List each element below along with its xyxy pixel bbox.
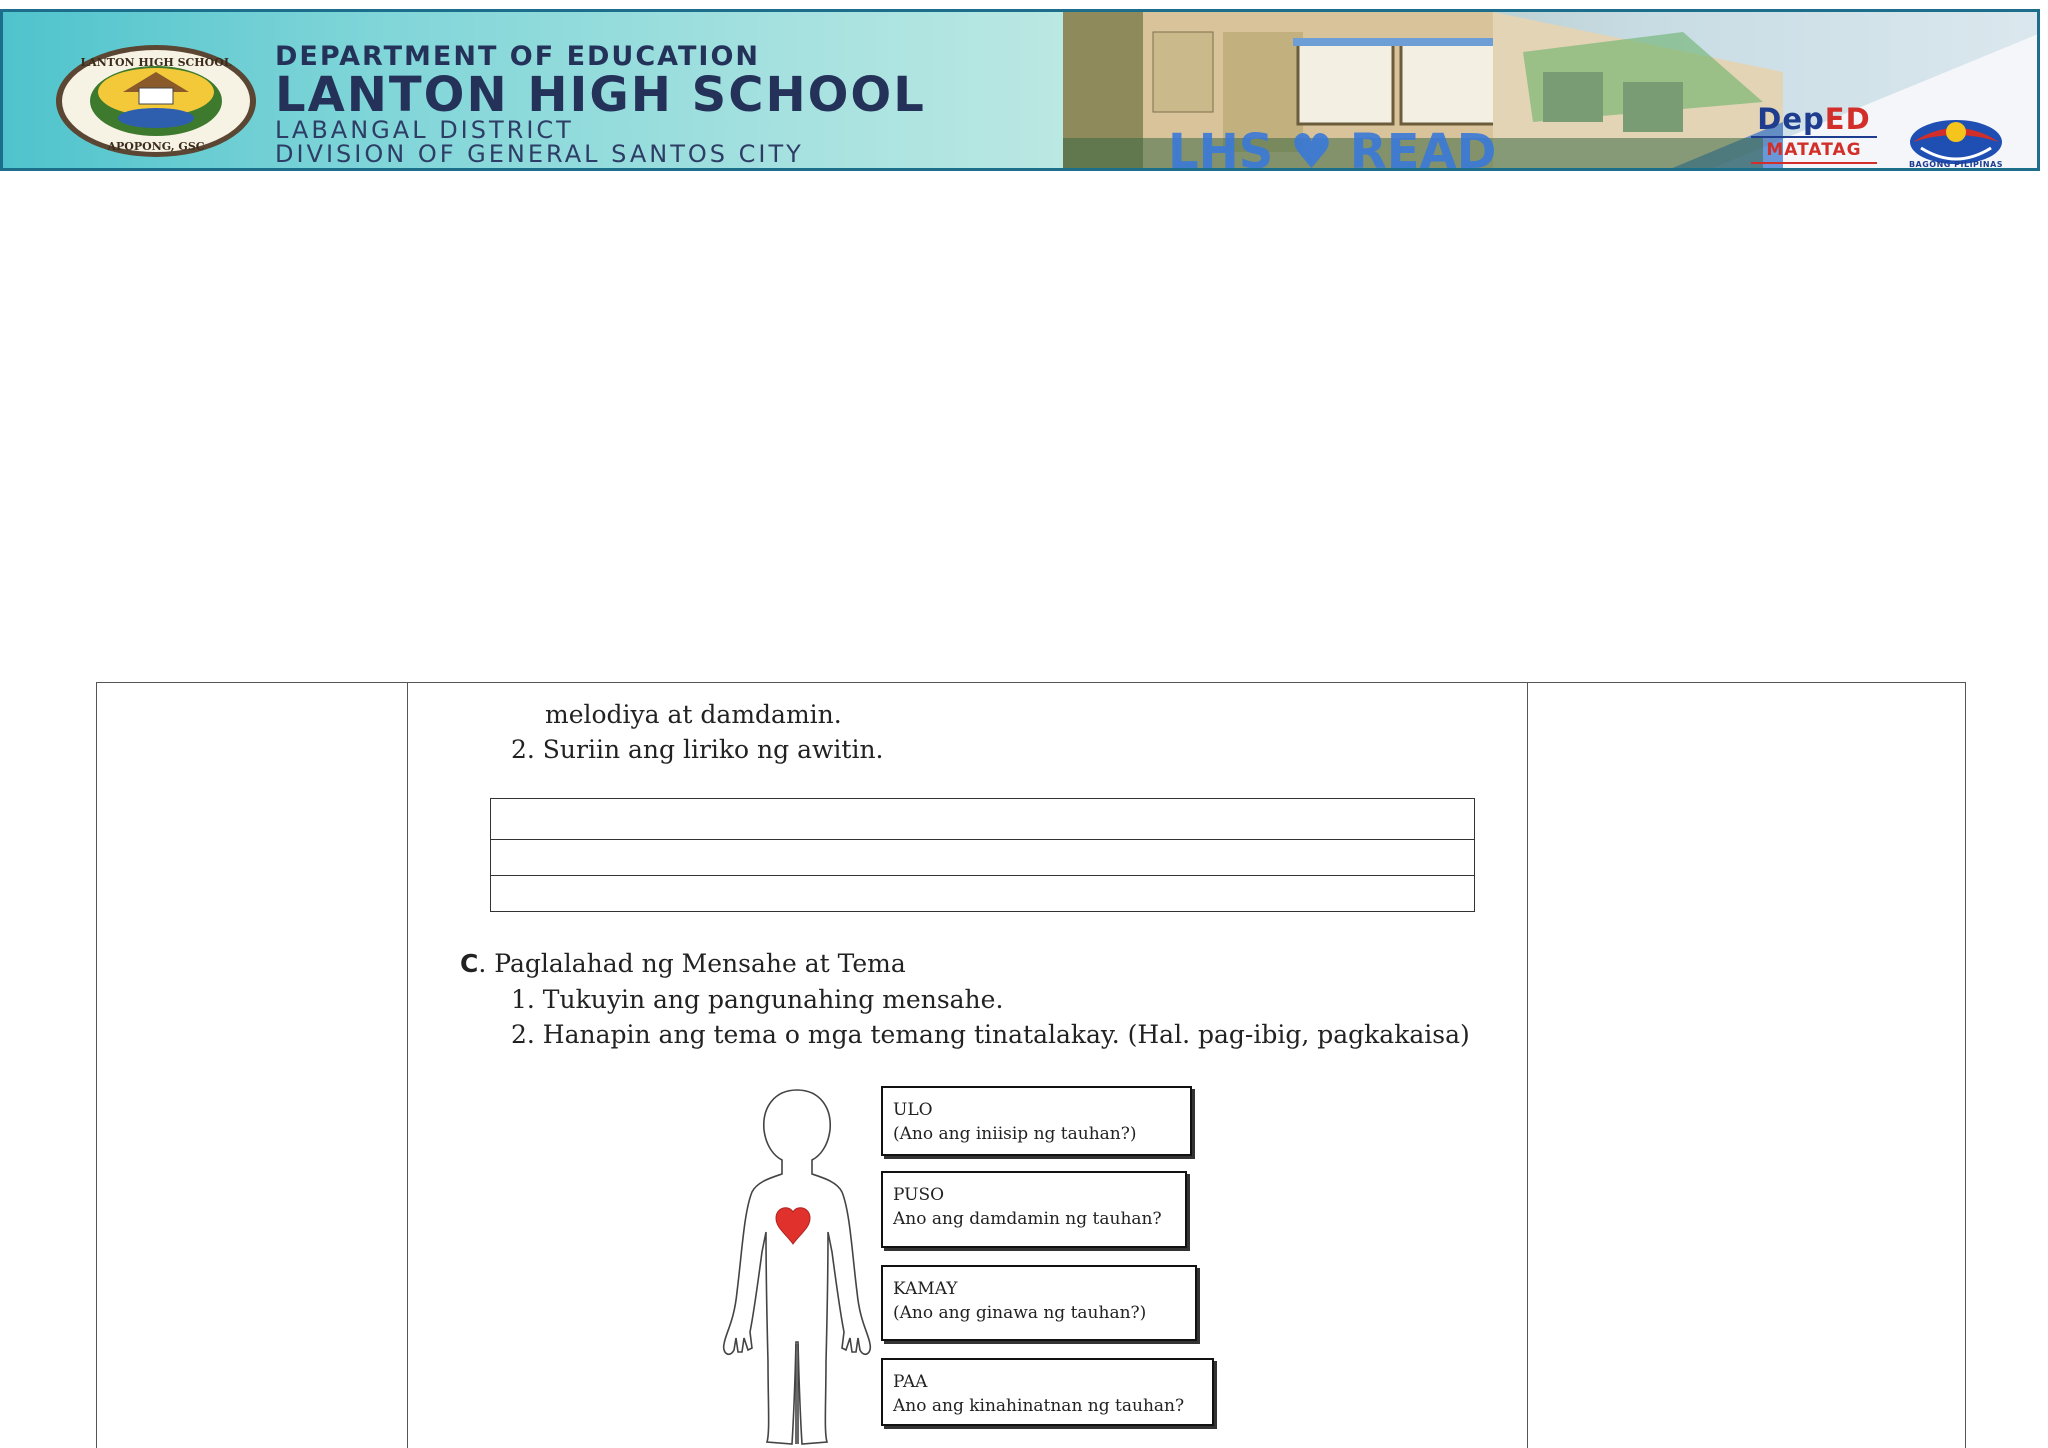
section-c-heading: [460, 946, 906, 981]
answer-line: [491, 839, 1474, 840]
label-ulo-question: (Ano ang iniisip ng tauhan?): [893, 1124, 1137, 1144]
label-box-ulo[interactable]: [881, 1086, 1192, 1156]
label-ulo-title: ULO: [893, 1100, 933, 1120]
item-hanapin-tema: 2. Hanapin ang tema o mga temang tinatalakay. (Hal. pag-ibig, pagkakaisa): [511, 1020, 1470, 1049]
label-box-paa[interactable]: [881, 1358, 1214, 1426]
deped-word-ed: ED: [1824, 102, 1871, 136]
seal-top-text: LANTON HIGH SCHOOL: [80, 56, 232, 69]
label-kamay-title: KAMAY: [893, 1279, 958, 1299]
answer-lines-box[interactable]: [490, 798, 1475, 912]
continued-line-melodiya: melodiya at damdamin.: [545, 700, 842, 729]
division-name: DIVISION OF GENERAL SANTOS CITY: [275, 140, 804, 168]
section-c-title: . Paglalahad ng Mensahe at Tema: [478, 949, 906, 978]
label-paa-title: PAA: [893, 1372, 928, 1392]
department-title: DEPARTMENT OF EDUCATION: [275, 41, 760, 72]
human-body-outline: [712, 1082, 882, 1448]
answer-line: [491, 875, 1474, 876]
deped-matatag-logo: [1739, 104, 1889, 164]
school-seal-logo: [53, 42, 259, 160]
matatag-text: MATATAG: [1751, 136, 1877, 164]
school-name: LANTON HIGH SCHOOL: [275, 67, 926, 123]
item-suriin-liriko: 2. Suriin ang liriko ng awitin.: [511, 735, 884, 764]
item-tukuyin-mensahe: 1. Tukuyin ang pangunahing mensahe.: [511, 985, 1004, 1014]
label-box-kamay[interactable]: [881, 1265, 1197, 1341]
section-c-letter: C: [460, 949, 479, 978]
school-header-banner: [0, 9, 2040, 171]
banner-title-block: [275, 42, 926, 166]
label-paa-question: Ano ang kinahinatnan ng tauhan?: [893, 1396, 1185, 1416]
bagong-pilipinas-text: BAGONG PILIPINAS: [1908, 160, 2004, 169]
label-puso-title: PUSO: [893, 1185, 945, 1205]
label-puso-question: Ano ang damdamin ng tauhan?: [893, 1209, 1162, 1229]
deped-word-dep: Dep: [1757, 102, 1825, 136]
label-kamay-question: (Ano ang ginawa ng tauhan?): [893, 1303, 1147, 1323]
label-box-puso[interactable]: [881, 1171, 1187, 1248]
seal-bottom-text: APOPONG, GSC: [107, 140, 205, 153]
table-column-divider: [1527, 683, 1528, 1448]
photo-sign-text: LHS ♥ READ: [1168, 124, 1497, 172]
table-column-divider: [407, 683, 408, 1448]
district-name: LABANGAL DISTRICT: [275, 116, 574, 144]
